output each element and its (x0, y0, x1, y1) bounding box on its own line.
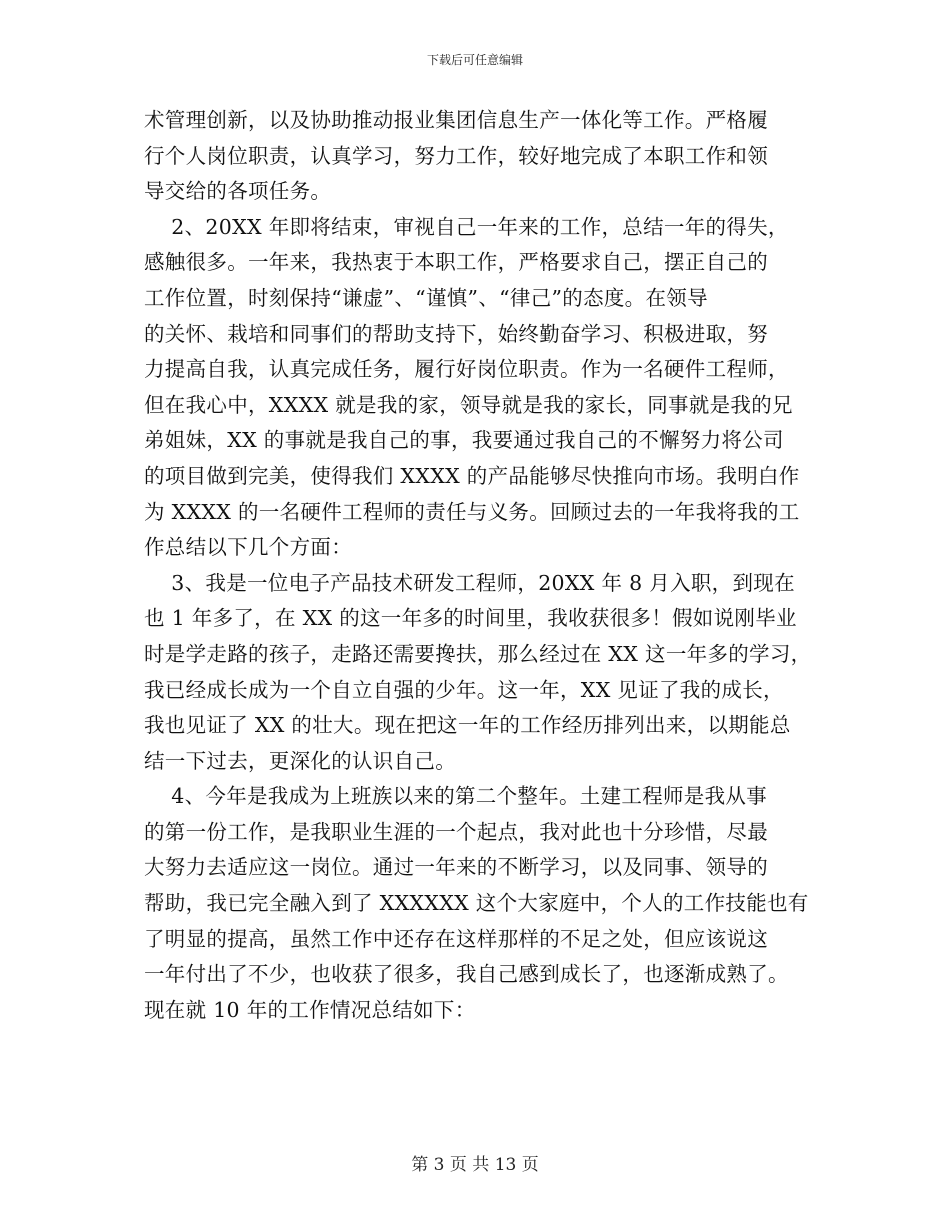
text-line: 帮助，我已完全融入到了 XXXXXX 这个大家庭中，个人的工作技能也有 (144, 891, 809, 916)
text-line: 现在就 10 年的工作情况总结如下： (144, 997, 476, 1022)
text-line: 一年付出了不少，也收获了很多，我自己感到成长了，也逐渐成熟了。 (144, 962, 789, 987)
text-line: 感触很多。一年来，我热衷于本职工作，严格要求自己，摆正自己的 (144, 250, 768, 275)
text-line: 工作位置，时刻保持“谦虚”、“谨慎”、“律己”的态度。在领导 (144, 285, 708, 310)
text-line: 术管理创新，以及协助推动报业集团信息生产一体化等工作。严格履 (144, 108, 768, 132)
text-line: 了明显的提高，虽然工作中还存在这样那样的不足之处，但应该说这 (144, 926, 768, 951)
document-body (144, 103, 812, 1028)
text-line: 我也见证了 XX 的壮大。现在把这一年的工作经历排列出来，以期能总 (144, 713, 791, 738)
text-line: 大努力去适应这一岗位。通过一年来的不断学习，以及同事、领导的 (144, 855, 768, 880)
text-line: 我已经成长成为一个自立自强的少年。这一年，XX 见证了我的成长， (144, 677, 784, 702)
page-header: 下载后可任意编辑 (426, 53, 523, 67)
text-line: 的关怀、栽培和同事们的帮助支持下，始终勤奋学习、积极进取，努 (144, 321, 768, 346)
text-line: 作总结以下几个方面： (144, 535, 352, 560)
text-line: 的项目做到完美，使得我们 XXXX 的产品能够尽快推向市场。我明白作 (144, 463, 800, 488)
text-line: 弟姐妹，XX 的事就是我自己的事，我要通过我自己的不懈努力将公司 (144, 428, 784, 453)
text-line: 行个人岗位职责，认真学习，努力工作，较好地完成了本职工作和领 (144, 143, 768, 168)
text-line: 4、今年是我成为上班族以来的第二个整年。土建工程师是我从事 (144, 784, 768, 809)
text-line: 为 XXXX 的一名硬件工程师的责任与义务。回顾过去的一年我将我的工 (144, 499, 800, 524)
page-footer: 第 3 页 共 13 页 (411, 1155, 539, 1175)
text-line: 力提高自我，认真完成任务，履行好岗位职责。作为一名硬件工程师， (144, 357, 789, 382)
text-line: 的第一份工作，是我职业生涯的一个起点，我对此也十分珍惜，尽最 (144, 819, 768, 844)
text-line: 但在我心中，XXXX 就是我的家，领导就是我的家长，同事就是我的兄 (144, 392, 793, 417)
text-line: 3、我是一位电子产品技术研发工程师，20XX 年 8 月入职，到现在 (144, 570, 795, 595)
text-line: 2、20XX 年即将结束，审视自己一年来的工作，总结一年的得失， (144, 214, 789, 239)
text-line: 也 1 年多了，在 XX 的这一年多的时间里，我收获很多！假如说刚毕业 (144, 606, 797, 631)
text-line: 导交给的各项任务。 (144, 179, 332, 204)
text-line: 结一下过去，更深化的认识自己。 (144, 748, 456, 773)
text-line: 时是学走路的孩子，走路还需要搀扶，那么经过在 XX 这一年多的学习， (144, 641, 812, 666)
